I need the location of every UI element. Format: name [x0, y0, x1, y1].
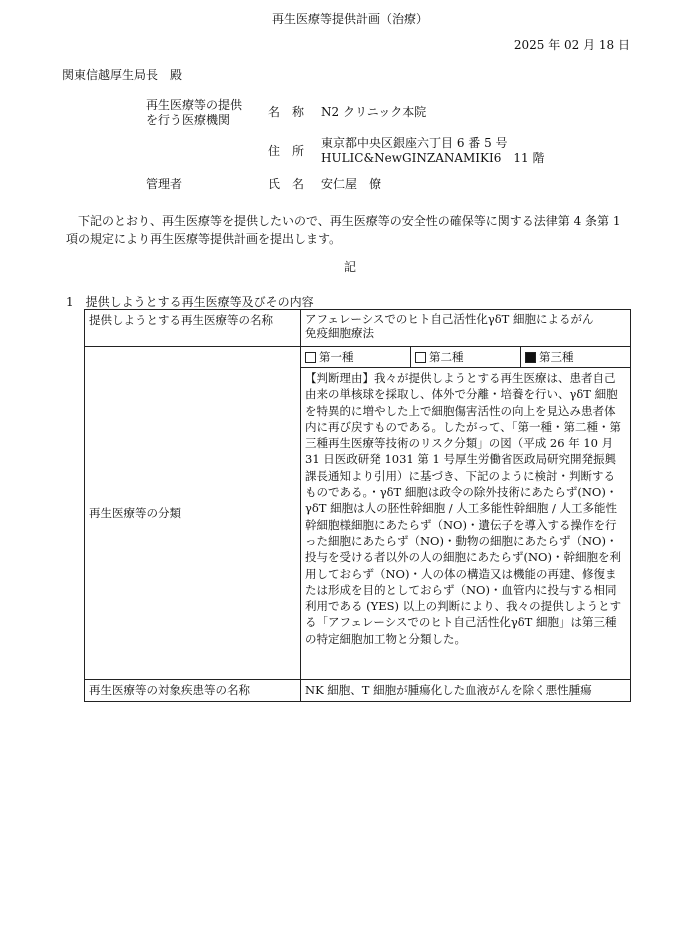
name-row-value [301, 310, 631, 347]
submission-date: 2025 年 02 月 18 日 [513, 38, 630, 52]
class-row-value [301, 347, 631, 680]
addressee: 関東信越厚生局長 殿 [62, 68, 183, 82]
disease-row-value: NK 細胞、T 細胞が腫瘍化した血液がんを除く悪性腫瘍 [301, 680, 631, 702]
content-table [84, 309, 631, 702]
name-label: 名 称 [268, 105, 305, 119]
therapy-name-line1: アフェレーシスでのヒト自己活性化γδT 細胞によるがん [305, 312, 594, 326]
manager-label: 管理者 [146, 177, 183, 191]
option-class-1-label: 第一種 [319, 350, 354, 364]
provider-label-line1: 再生医療等の提供 [146, 98, 243, 112]
disease-row-label: 再生医療等の対象疾患等の名称 [85, 680, 301, 702]
option-class-2[interactable] [411, 347, 521, 367]
therapy-name-line2: 免疫細胞療法 [305, 326, 374, 340]
statement-paragraph: 下記のとおり、再生医療等を提供したいので、再生医療等の安全性の確保等に関する法律第 4 条第 1 項の規定により再生医療等提供計画を提出します。 [66, 214, 621, 246]
section-heading: 1 提供しようとする再生医療等及びその内容 [66, 295, 314, 309]
checkbox-class-1[interactable] [305, 352, 316, 363]
option-class-3[interactable] [521, 347, 630, 367]
classification-checkboxes [301, 347, 630, 368]
manager-name: 安仁屋 僚 [321, 177, 382, 191]
provider-label-line2: を行う医療機関 [146, 113, 231, 127]
address-label: 住 所 [268, 144, 305, 158]
address-line1: 東京都中央区銀座六丁目 6 番 5 号 [321, 136, 508, 150]
option-class-1[interactable] [301, 347, 411, 367]
checkbox-class-2[interactable] [415, 352, 426, 363]
option-class-3-label: 第三種 [539, 350, 574, 364]
clinic-name: N2 クリニック本院 [321, 105, 427, 119]
person-name-label: 氏 名 [268, 177, 305, 191]
judgment-reason: 【判断理由】我々が提供しようとする再生医療は、患者自己由来の単核球を採取し、体外で分離・培養を行い、γδT 細胞を特異的に増やした上で細胞傷害活性の向上を見込み患者体内に再び戻すものである。したがって、「第一種・第二種・第三種再生医療等技術のリスク分類」の図（平成 26 年 10 月 31 日医政研発 1031 第 1 号厚生労働省医政局研究開発振興課長通知より引用）に基づき、下記のように検討・判断するものである。・γδT 細胞は政令の除外技術にあたらず(NO)・γδT 細胞は人の胚性幹細胞 / 人工多能性幹細胞 / 人工多能性幹細胞様細胞にあたらず（NO)・遺伝子を導入する操作を行った細胞にあたらず（NO)・動物の細胞にあたらず（NO)・投与を受ける者以外の人の細胞にあたらず(NO)・幹細胞を利用しておらず（NO)・人の体の構造又は機能の再建、修復または形成を目的としておらず（NO)・血管内に投与する相同利用である (YES) 以上の判断により、我々の提供しようとする「アフェレーシスでのヒト自己活性化γδT 細胞」は第三種の特定細胞加工物と分類した。 [305, 371, 622, 646]
document-title: 再生医療等提供計画（治療） [271, 12, 428, 26]
class-row-label: 再生医療等の分類 [85, 347, 301, 680]
checkbox-class-3[interactable] [525, 352, 536, 363]
ki-heading: 記 [343, 260, 356, 274]
name-row-label: 提供しようとする再生医療等の名称 [85, 310, 301, 347]
address-line2: HULIC&NewGINZANAMIKI6 11 階 [321, 151, 545, 165]
option-class-2-label: 第二種 [429, 350, 464, 364]
